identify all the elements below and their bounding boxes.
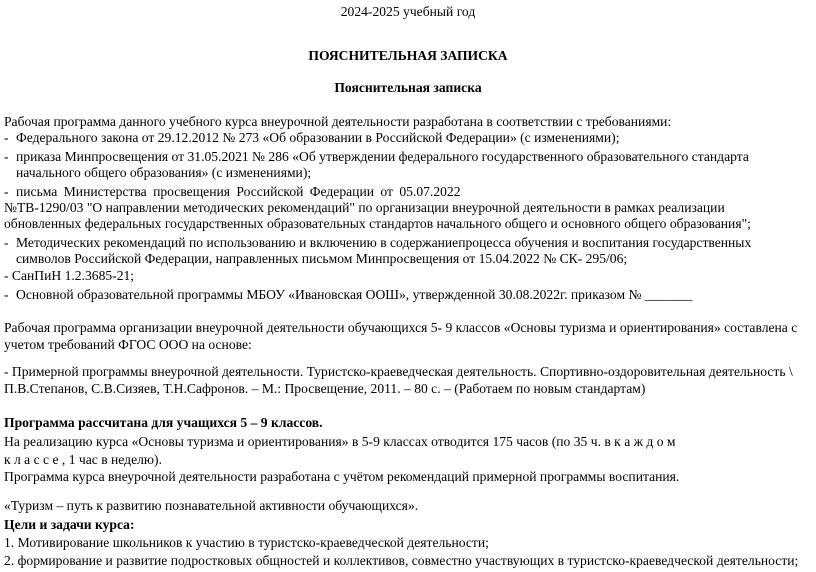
goal-item-1: 1. Мотивирование школьников к участию в туристско-краеведческой деятельности;	[4, 535, 489, 550]
requirement-letter-line-3: обновленных федеральных государственных образовательных стандартов начального общего и основного общего образования";	[4, 216, 751, 231]
academic-year: 2024-2025 учебный год	[340, 4, 476, 19]
program-paragraph-line-1: Рабочая программа организации внеурочной деятельности обучающихся 5- 9 классов «Основы туризма и ориентирования» составлена с	[4, 320, 798, 335]
document-subtitle: Пояснительная записка	[334, 80, 482, 95]
bullet-dash: -	[4, 235, 9, 250]
goal-item-2: 2. формирование и развитие подростковых общностей и коллективов, совместно участвующих в туристско-краеведческой деятельности;	[4, 553, 799, 568]
requirement-main-program: Основной образовательной программы МБОУ «Ивановская ООШ», утвержденной 30.08.2022г. приказом № _______	[16, 287, 693, 302]
requirement-recommendations-line-2: символов Российской Федерации, направленных письмом Минпросвещения от 15.04.2022 № СК- 295/06;	[16, 251, 628, 266]
hours-line-2: к л а с с е , 1 час в неделю).	[4, 452, 162, 467]
requirement-federal-law: Федерального закона от 29.12.2012 № 273 «Об образовании в Российской Федерации» (с изменениями);	[16, 130, 620, 145]
hours-line-3: Программа курса внеурочной деятельности разработана с учётом рекомендаций примерной программы воспитания.	[4, 469, 680, 484]
bullet-dash: -	[4, 149, 9, 164]
course-motto: «Туризм – путь к развитию познавательной активности обучающихся».	[4, 498, 419, 513]
hours-heading: Программа рассчитана для учащихся 5 – 9 классов.	[4, 415, 323, 430]
goals-heading: Цели и задачи курса:	[4, 517, 135, 532]
requirement-letter-line-2: №ТВ-1290/03 "О направлении методических рекомендаций" по организации внеурочной деятельности в рамках реализации	[4, 200, 725, 215]
source-program-line-1: - Примерной программы внеурочной деятельности. Туристско-краеведческая деятельность. Спортивно-оздоровительная деятельность \	[4, 364, 793, 379]
requirement-sanpin: - СанПиН 1.2.3685-21;	[4, 268, 135, 283]
bullet-dash: -	[4, 130, 9, 145]
requirement-order-line-1: приказа Минпросвещения от 31.05.2021 № 286 «Об утверждении федерального государственного образовательного стандарта	[16, 149, 749, 164]
document-title: ПОЯСНИТЕЛЬНАЯ ЗАПИСКА	[308, 48, 508, 63]
program-paragraph-line-2: учетом требований ФГОС ООО на основе:	[4, 337, 252, 352]
hours-line-1: На реализацию курса «Основы туризма и ориентирования» в 5-9 классах отводится 175 часов (по 35 ч. в к а ж д о м	[4, 434, 676, 449]
source-program-line-2: П.В.Степанов, С.В.Сизяев, Т.Н.Сафронов. – М.: Просвещение, 2011. – 80 с. – (Работаем по новым стандартам)	[4, 381, 646, 396]
requirement-recommendations-line-1: Методических рекомендаций по использованию и включению в содержаниепроцесса обучения и воспитания государственных	[16, 235, 752, 250]
intro-paragraph: Рабочая программа данного учебного курса внеурочной деятельности разработана в соответствии с требованиями:	[4, 114, 672, 129]
requirement-letter-line-1: письма Министерства просвещения Российской Федерации от 05.07.2022	[16, 184, 461, 199]
requirement-order-line-2: начального общего образования» (с изменениями);	[16, 165, 312, 180]
bullet-dash: -	[4, 184, 9, 199]
bullet-dash: -	[4, 287, 9, 302]
